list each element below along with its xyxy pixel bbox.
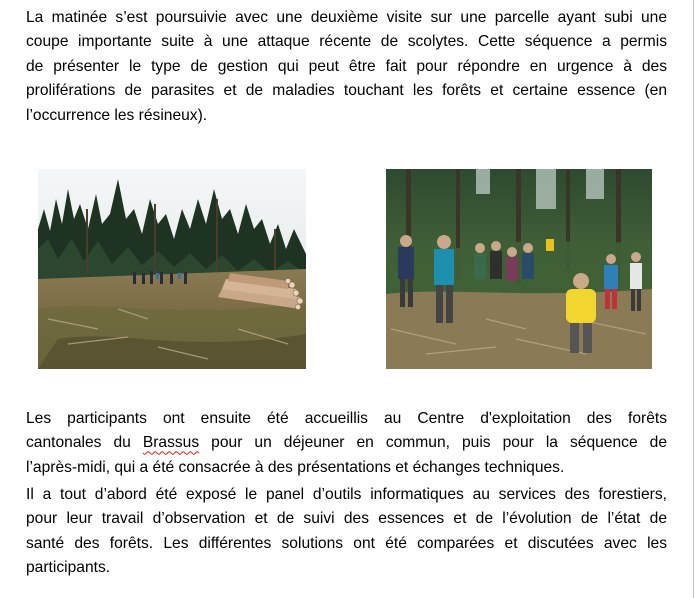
paragraph-morning-visit	[26, 6, 667, 128]
forest-clearcut-photo	[38, 169, 306, 369]
group-visit-image	[386, 169, 652, 369]
text-line: participants.	[26, 559, 111, 577]
text-line: Les participants ont ensuite été accueillis au Centre d'exploitation des forêts	[26, 410, 667, 427]
text-line: l’après-midi, qui a été consacrée à des présentations et échanges techniques.	[26, 458, 565, 476]
text-line: proliférations de parasites et de maladies touchant les forêts et certaine essence (en	[26, 82, 667, 100]
text-line: santé des forêts. Les différentes solutions ont été comparées et discutées avec les	[26, 534, 667, 552]
text-line: La matinée s’est poursuivie avec une deuxième visite sur une parcelle ayant subi une	[26, 9, 667, 26]
paragraph-tools	[26, 483, 667, 581]
group-visit-photo	[386, 169, 652, 369]
text-line: l’occurrence les résineux).	[26, 106, 208, 124]
text-line: de présenter le type de gestion qui peut être fait pour répondre en urgence à des	[26, 57, 667, 75]
text-line: coupe importante suite à une attaque récente de scolytes. Cette séquence a permis	[26, 33, 667, 51]
forest-clearcut-image	[38, 169, 306, 369]
page-edge-divider	[693, 0, 694, 598]
text-line	[26, 431, 667, 455]
text-line: Il a tout d’abord été exposé le panel d’outils informatiques au services des forestiers,	[26, 486, 667, 503]
text-segment: cantonales du	[26, 434, 143, 452]
text-line: pour leur travail d’observation et de suivi des essences et de l’évolution de l’état de	[26, 510, 667, 528]
text-segment: pour un déjeuner en commun, puis pour la séquence de	[199, 434, 667, 452]
paragraph-lunch	[26, 407, 667, 480]
spellcheck-flagged-word[interactable]: Brassus	[142, 434, 200, 452]
